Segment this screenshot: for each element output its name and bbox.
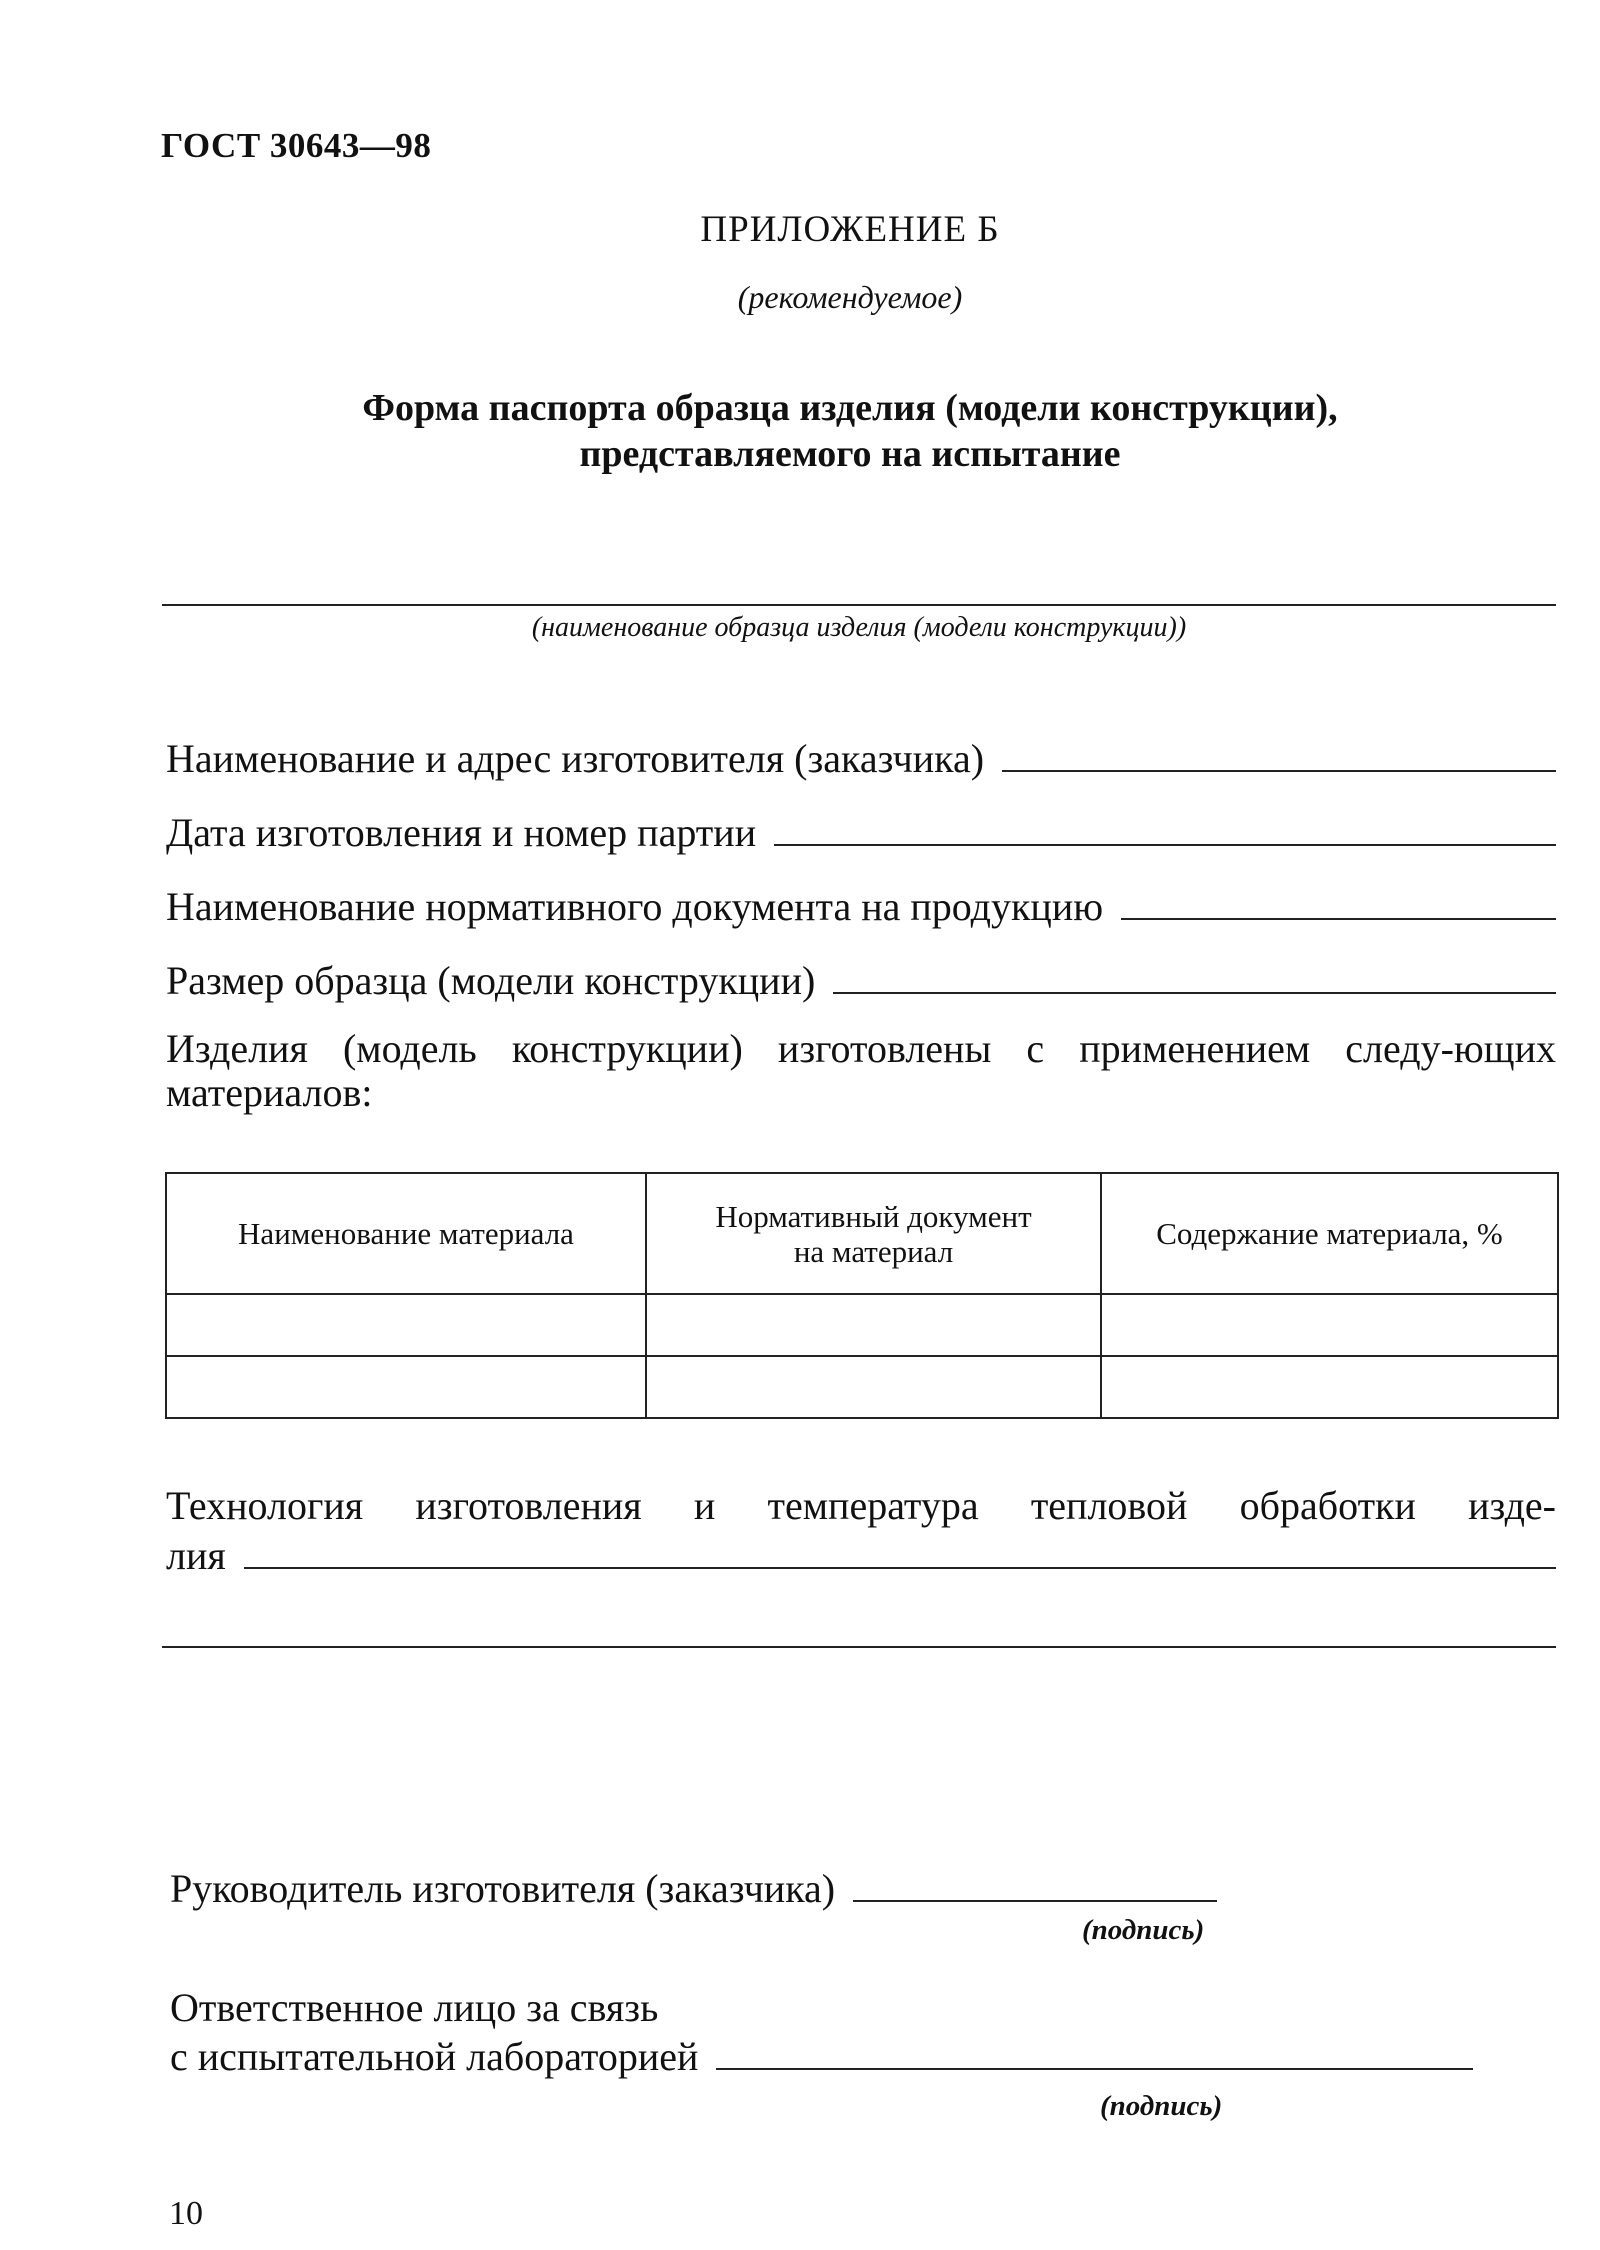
document-code: ГОСТ 30643—98	[161, 126, 432, 165]
normative-doc-field	[166, 883, 1556, 930]
contact-signature-caption: (подпись)	[1100, 2090, 1223, 2122]
appendix-title: ПРИЛОЖЕНИЕ Б	[700, 209, 1000, 250]
materials-table	[165, 1172, 1559, 1419]
contact-signature-field	[170, 2033, 1473, 2080]
sample-name-line[interactable]	[162, 604, 1556, 606]
header-material-content: Содержание материала, %	[1101, 1173, 1558, 1294]
date-batch-field	[166, 809, 1556, 856]
head-signature-caption: (подпись)	[1082, 1914, 1205, 1946]
technology-field	[166, 1532, 1556, 1579]
page-number: 10	[169, 2195, 203, 2232]
table-row	[166, 1294, 1558, 1356]
appendix-subtitle: (рекомендуемое)	[737, 279, 963, 315]
header-material-doc-line2: на материал	[793, 1233, 954, 1269]
normative-doc-label: Наименование нормативного документа на продукцию	[166, 884, 1104, 929]
table-cell[interactable]	[1101, 1356, 1558, 1418]
manufacturer-blank[interactable]	[1002, 740, 1556, 772]
table-row	[166, 1356, 1558, 1418]
table-cell[interactable]	[166, 1356, 646, 1418]
head-signature-blank[interactable]	[853, 1870, 1217, 1902]
table-cell[interactable]	[646, 1356, 1101, 1418]
sample-size-blank[interactable]	[833, 962, 1556, 994]
sample-name-caption: (наименование образца изделия (модели конструкции))	[531, 612, 1187, 643]
technology-extra-line[interactable]	[162, 1646, 1556, 1648]
header-material-doc-line1: Нормативный документ	[715, 1198, 1032, 1234]
normative-doc-blank[interactable]	[1121, 888, 1556, 920]
date-batch-label: Дата изготовления и номер партии	[166, 810, 757, 855]
materials-intro: Изделия (модель конструкции) изготовлены с применением следу-ющих материалов:	[166, 1026, 1556, 1115]
head-signature-field	[170, 1865, 1217, 1912]
table-cell[interactable]	[1101, 1294, 1558, 1356]
form-title-line1: Форма паспорта образца изделия (модели конструкции),	[362, 387, 1338, 429]
contact-label-line1: Ответственное лицо за связь	[170, 1985, 659, 2030]
contact-signature-blank[interactable]	[716, 2038, 1473, 2070]
head-signature-label: Руководитель изготовителя (заказчика)	[170, 1866, 836, 1911]
technology-label-line1: Технология изготовления и температура тепловой обработки изде-	[166, 1483, 1556, 1528]
manufacturer-field	[166, 735, 1556, 782]
table-header-row	[166, 1173, 1558, 1294]
header-material-doc	[646, 1173, 1101, 1294]
table-cell[interactable]	[646, 1294, 1101, 1356]
table-cell[interactable]	[166, 1294, 646, 1356]
date-batch-blank[interactable]	[774, 814, 1556, 846]
manufacturer-label: Наименование и адрес изготовителя (заказчика)	[166, 736, 985, 781]
form-title-line2: представляемого на испытание	[579, 433, 1121, 475]
sample-size-field	[166, 957, 1556, 1004]
technology-blank[interactable]	[244, 1537, 1556, 1569]
sample-size-label: Размер образца (модели конструкции)	[166, 958, 816, 1003]
header-material-name: Наименование материала	[166, 1173, 646, 1294]
technology-label-line2: лия	[166, 1533, 226, 1578]
form-title	[200, 385, 1500, 477]
contact-label-line2: с испытательной лабораторией	[170, 2034, 699, 2079]
